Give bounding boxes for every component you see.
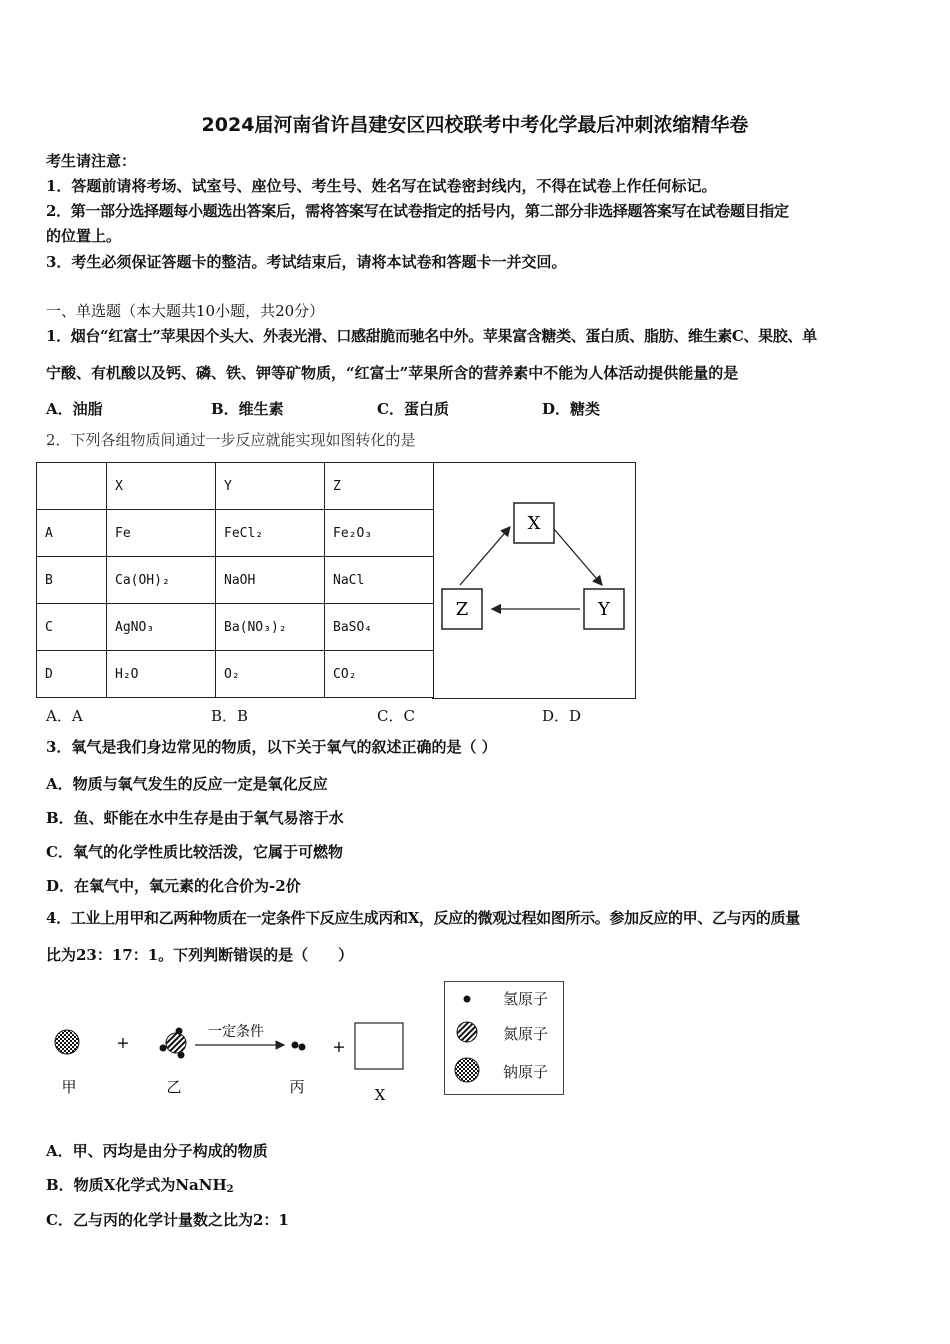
plus-sign: +: [332, 1037, 346, 1056]
q2-diagram-frame: [432, 462, 636, 699]
hydrogen-atom: [178, 1052, 185, 1059]
section-heading: 一、单选题（本大题共10小题，共20分）: [46, 302, 325, 320]
table-cell: BaSO₄: [325, 604, 434, 651]
hydrogen-atom: [176, 1028, 183, 1035]
q1-option-d[interactable]: D．糖类: [542, 400, 601, 418]
node-x-label: X: [527, 513, 541, 534]
notice-heading: 考生请注意：: [46, 152, 137, 170]
arrow-z-to-x: [460, 527, 510, 585]
q4-option-b[interactable]: [46, 1174, 234, 1195]
q4-option-b-text: B．物质X化学式为NaNH: [46, 1176, 227, 1194]
q4-stem-line2: 比为23：17：1。下列判断错误的是（ ）: [46, 946, 354, 964]
notice-item: 2．第一部分选择题每小题选出答案后，需将答案写在试卷指定的括号内，第二部分非选择题答案写在试卷题目指定: [46, 202, 789, 220]
table-row: [37, 604, 434, 651]
table-cell: O₂: [216, 651, 325, 698]
table-row: [37, 557, 434, 604]
q3-option-c[interactable]: C．氧气的化学性质比较活泼，它属于可燃物: [46, 843, 343, 861]
table-cell: NaCl: [325, 557, 434, 604]
q3-option-d[interactable]: D．在氧气中，氧元素的化合价为-2价: [46, 877, 301, 895]
hydrogen-atom: [292, 1042, 299, 1049]
q2-cycle-diagram: [432, 463, 636, 700]
notice-item: 1．答题前请将考场、试室号、座位号、考生号、姓名写在试卷密封线内，不得在试卷上作任何标记。: [46, 177, 717, 195]
legend-nitrogen-label: 氮原子: [503, 1025, 549, 1043]
label-x: X: [374, 1086, 386, 1104]
q4-stem-line1: 4．工业上用甲和乙两种物质在一定条件下反应生成丙和X，反应的微观过程如图所示。参加反应的甲、乙与丙的质量: [46, 909, 800, 927]
unknown-x-box: [355, 1023, 403, 1069]
legend-sodium-label: 钠原子: [503, 1063, 549, 1081]
legend-symbols: [445, 982, 485, 1094]
q3-option-a[interactable]: A．物质与氧气发生的反应一定是氧化反应: [46, 775, 328, 793]
node-y-label: Y: [598, 599, 610, 620]
node-z-label: Z: [455, 599, 469, 620]
q1-stem-line2: 宁酸、有机酸以及钙、磷、铁、钾等矿物质，“红富士”苹果所含的营养素中不能为人体活动提供能量的是: [46, 364, 739, 382]
plus-sign: +: [116, 1033, 130, 1052]
q2-option-d[interactable]: D．D: [542, 707, 582, 725]
table-cell: H₂O: [107, 651, 216, 698]
table-cell: AgNO₃: [107, 604, 216, 651]
q2-option-a[interactable]: A．A: [46, 707, 83, 725]
q1-option-c[interactable]: C．蛋白质: [377, 400, 449, 418]
q4-legend: [444, 981, 564, 1095]
label-bing: 丙: [289, 1078, 305, 1096]
table-cell: Fe: [107, 510, 216, 557]
nitrogen-atom: [166, 1033, 186, 1053]
condition-label: 一定条件: [208, 1024, 264, 1040]
q2-option-c[interactable]: C．C: [377, 707, 415, 725]
table-cell: CO₂: [325, 651, 434, 698]
sodium-atom-jia: [55, 1030, 79, 1054]
q4-option-c[interactable]: C．乙与丙的化学计量数之比为2：1: [46, 1211, 289, 1229]
table-cell: FeCl₂: [216, 510, 325, 557]
sodium-atom-symbol: [455, 1058, 479, 1082]
table-row: [37, 651, 434, 698]
table-cell: Y: [216, 463, 325, 510]
notice-item: 3．考生必须保证答题卡的整洁。考试结束后，请将本试卷和答题卡一并交回。: [46, 253, 567, 271]
table-cell: X: [107, 463, 216, 510]
q3-stem: 3．氧气是我们身边常见的物质，以下关于氧气的叙述正确的是（ ）: [46, 738, 497, 756]
q4-option-b-subscript: 2: [226, 1184, 234, 1195]
table-cell: [37, 463, 107, 510]
table-row: [37, 510, 434, 557]
table-cell: Fe₂O₃: [325, 510, 434, 557]
q4-reaction-diagram: [40, 1010, 440, 1110]
hydrogen-atom: [299, 1044, 306, 1051]
table-cell: A: [37, 510, 107, 557]
nitrogen-atom-symbol: [457, 1022, 477, 1042]
table-cell: Ba(NO₃)₂: [216, 604, 325, 651]
notice-item: 的位置上。: [46, 227, 122, 245]
q3-option-b[interactable]: B．鱼、虾能在水中生存是由于氧气易溶于水: [46, 809, 344, 827]
table-cell: NaOH: [216, 557, 325, 604]
legend-hydrogen-label: 氢原子: [503, 990, 549, 1008]
table-cell: B: [37, 557, 107, 604]
q1-stem-line1: 1．烟台“红富士”苹果因个头大、外表光滑、口感甜脆而驰名中外。苹果富含糖类、蛋白质、脂肪、维生素C、果胶、单: [46, 327, 817, 345]
q1-option-a[interactable]: A．油脂: [46, 400, 103, 418]
page-title: 2024届河南省许昌建安区四校联考中考化学最后冲刺浓缩精华卷: [201, 114, 749, 136]
q2-option-b[interactable]: B．B: [211, 707, 249, 725]
table-cell: C: [37, 604, 107, 651]
table-header-row: [37, 463, 434, 510]
q4-option-a[interactable]: A．甲、丙均是由分子构成的物质: [46, 1142, 268, 1160]
label-jia: 甲: [61, 1078, 77, 1096]
q1-option-b[interactable]: B．维生素: [211, 400, 284, 418]
table-cell: D: [37, 651, 107, 698]
hydrogen-atom-symbol: [464, 996, 471, 1003]
arrow-x-to-y: [554, 529, 602, 585]
table-cell: Z: [325, 463, 434, 510]
table-cell: Ca(OH)₂: [107, 557, 216, 604]
hydrogen-atom: [160, 1045, 167, 1052]
q2-stem: 2．下列各组物质间通过一步反应就能实现如图转化的是: [46, 431, 416, 449]
label-yi: 乙: [166, 1078, 182, 1096]
q2-table: [36, 462, 434, 698]
